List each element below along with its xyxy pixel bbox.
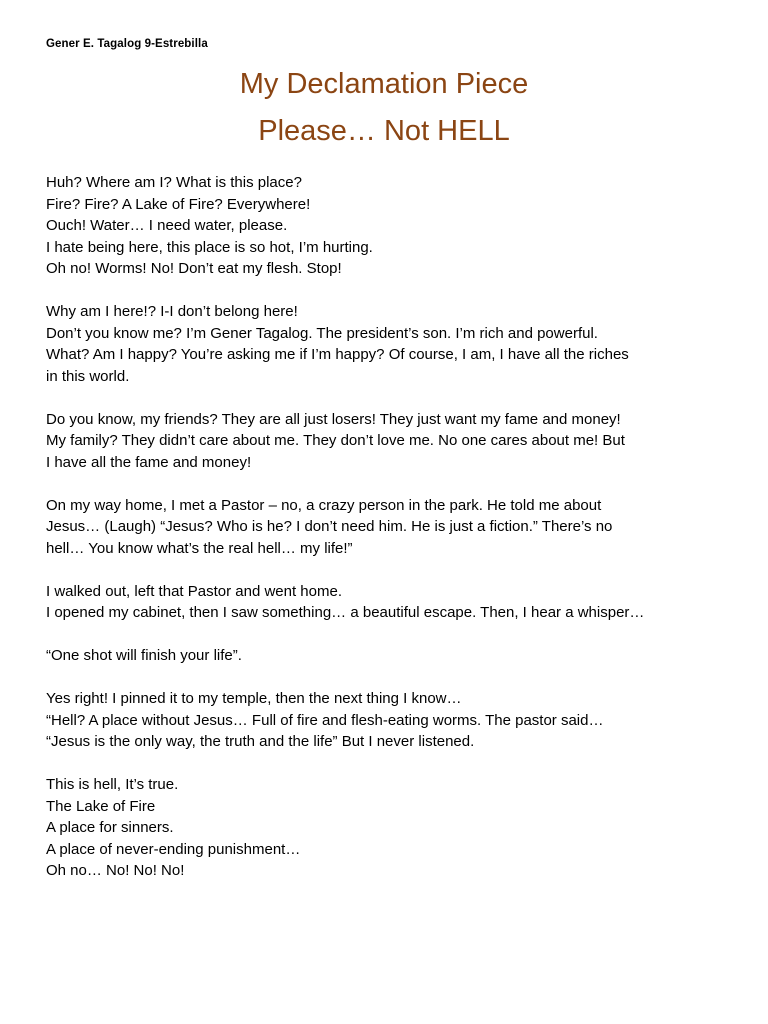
text-line: What? Am I happy? You’re asking me if I’m happy? Of course, I am, I have all the riches — [46, 346, 629, 363]
declamation-body — [46, 172, 736, 903]
text-line: in this world. — [46, 367, 130, 385]
text-line: Yes right! I pinned it to my temple, then the next thing I know… — [46, 690, 462, 707]
text-line: Oh no… No! No! No! — [46, 862, 185, 879]
stanza-3 — [46, 409, 736, 474]
page-title: My Declamation Piece — [239, 68, 529, 100]
page-subtitle: Please… Not HELL — [258, 115, 510, 147]
text-line: I have all the fame and money! — [46, 453, 252, 471]
text-line: Oh no! Worms! No! Don’t eat my flesh. Stop! — [46, 260, 342, 277]
text-line: Jesus… (Laugh) “Jesus? Who is he? I don’t need him. He is just a fiction.” There’s no — [46, 518, 613, 535]
text-line: “Jesus is the only way, the truth and the life” But I never listened. — [46, 733, 475, 750]
text-line: On my way home, I met a Pastor – no, a crazy person in the park. He told me about — [46, 496, 602, 514]
text-line: My family? They didn’t care about me. They don’t love me. No one cares about me! But — [46, 432, 625, 449]
text-line: “Hell? A place without Jesus… Full of fire and flesh-eating worms. The pastor said… — [46, 711, 604, 729]
text-line: I walked out, left that Pastor and went home. — [46, 582, 343, 600]
stanza-4 — [46, 495, 736, 560]
text-line: hell… You know what’s the real hell… my life!” — [46, 539, 353, 557]
author-line: Gener E. Tagalog 9-Estrebilla — [46, 38, 208, 50]
stanza-1 — [46, 172, 736, 280]
stanza-7 — [46, 688, 736, 753]
text-line: Fire? Fire? A Lake of Fire? Everywhere! — [46, 195, 311, 213]
stanza-8 — [46, 774, 736, 882]
text-line: “One shot will finish your life”. — [46, 647, 242, 664]
text-line: Do you know, my friends? They are all just losers! They just want my fame and money! — [46, 410, 621, 428]
text-line: A place for sinners. — [46, 819, 174, 836]
stanza-2 — [46, 301, 736, 387]
text-line: I hate being here, this place is so hot, I’m hurting. — [46, 238, 373, 256]
text-line: I opened my cabinet, then I saw something… a beautiful escape. Then, I hear a whisper… — [46, 604, 645, 621]
text-line: Why am I here!? I-I don’t belong here! — [46, 303, 298, 320]
text-line: This is hell, It’s true. — [46, 776, 179, 793]
stanza-5 — [46, 581, 736, 624]
text-line: The Lake of Fire — [46, 797, 156, 815]
text-line: Huh? Where am I? What is this place? — [46, 174, 302, 191]
text-line: Ouch! Water… I need water, please. — [46, 217, 288, 234]
text-line: A place of never-ending punishment… — [46, 840, 301, 858]
text-line: Don’t you know me? I’m Gener Tagalog. The president’s son. I’m rich and powerful. — [46, 324, 598, 342]
stanza-6 — [46, 645, 736, 667]
